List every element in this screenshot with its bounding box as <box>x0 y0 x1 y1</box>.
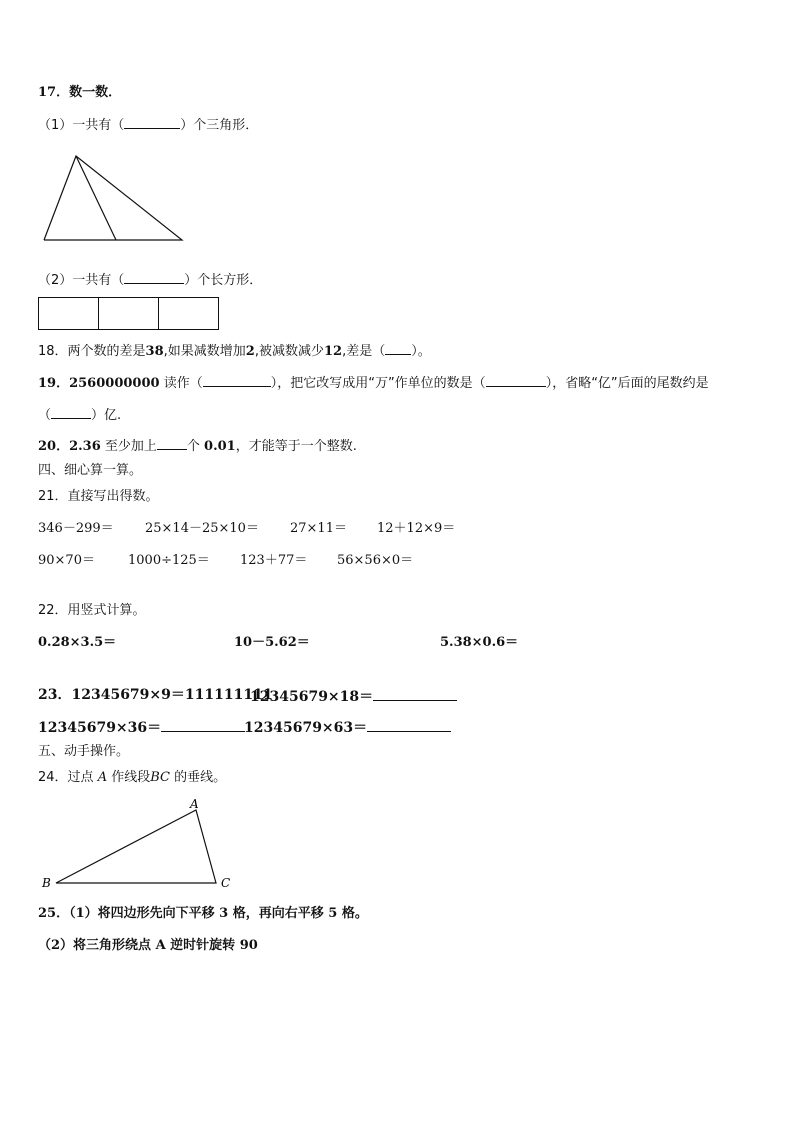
q17-title: 17．数一数． <box>38 85 122 100</box>
q20-unit: 0.01 <box>204 439 236 454</box>
q19-text: ），把它改写成用“万”作单位的数是（ <box>270 376 486 391</box>
q20-value: 2.36 <box>69 439 101 454</box>
q19-text: ），省略“亿”后面的尾数约是 <box>545 376 709 391</box>
q24-text: 24．过点 <box>38 770 98 785</box>
q21-expression: 25×14－25×10＝ <box>145 521 259 536</box>
q18-text: ,被减数减少 <box>254 344 324 359</box>
q17-part1-prefix: （1）一共有（ <box>38 118 125 133</box>
q18-text: ,如果减数增加 <box>163 344 246 359</box>
q21-expression: 1000÷125＝ <box>128 553 210 568</box>
q22-expression: 5.38×0.6＝ <box>440 635 519 650</box>
q17-part1-suffix: ）个三角形． <box>180 118 259 133</box>
q21-expression: 346－299＝ <box>38 521 114 536</box>
q23-expression-text: 12345679×63＝ <box>244 720 368 736</box>
q21-expression: 90×70＝ <box>38 553 95 568</box>
vertex-c-label: C <box>221 876 231 890</box>
q21-expression: 123＋77＝ <box>240 553 308 568</box>
q19-text: 读作（ <box>159 376 203 391</box>
q23-expression-text: 12345679×36＝ <box>38 720 162 736</box>
q20-text: ，才能等于一个整数. <box>235 439 357 454</box>
q21-expression: 27×11＝ <box>290 521 347 536</box>
q18-number: 38 <box>145 344 164 359</box>
q20-number: 20． <box>38 439 70 454</box>
q18-number: 2 <box>245 344 255 359</box>
q18-text: ,差是（ <box>342 344 386 359</box>
q17-part2-prefix: （2）一共有（ <box>38 273 125 288</box>
q17-part2-suffix: ）个长方形． <box>184 273 263 288</box>
q23-given-equation: 23．12345679×9＝111111111 <box>38 687 273 703</box>
q19-text: （ <box>38 408 52 423</box>
q21-expression: 12＋12×9＝ <box>377 521 456 536</box>
vertex-a-label: A <box>190 797 199 811</box>
q19-number: 19． <box>38 376 70 391</box>
q18-text: ）。 <box>411 344 431 359</box>
section-5-heading: 五、动手操作。 <box>38 744 130 759</box>
q24-point-label: A <box>97 770 108 785</box>
q24-segment-label: BC <box>150 770 170 785</box>
q18-number: 12 <box>323 344 343 359</box>
q19-text: ）亿. <box>91 408 122 423</box>
q20-text: 至少加上 <box>100 439 157 454</box>
q21-title: 21．直接写出得数。 <box>38 489 159 504</box>
q25-part1: 25．（1）将四边形先向下平移 3 格，再向右平移 5 格。 <box>38 906 368 921</box>
q22-expression: 0.28×3.5＝ <box>38 635 117 650</box>
vertex-b-label: B <box>42 876 51 890</box>
q23-expression-text: 12345679×18＝ <box>250 689 374 705</box>
q19-value: 2560000000 <box>69 376 160 391</box>
q22-expression: 10－5.62＝ <box>234 635 310 650</box>
q24-text: 作线段 <box>107 770 151 785</box>
q25-part2: （2）将三角形绕点 A 逆时针旋转 90 <box>38 938 258 953</box>
q24-text: 的垂线。 <box>169 770 227 785</box>
q18-text: 18．两个数的差是 <box>38 344 146 359</box>
q22-title: 22．用竖式计算。 <box>38 603 146 618</box>
q21-expression: 56×56×0＝ <box>337 553 414 568</box>
q20-text: 个 <box>186 439 205 454</box>
section-4-heading: 四、细心算一算。 <box>38 463 143 478</box>
